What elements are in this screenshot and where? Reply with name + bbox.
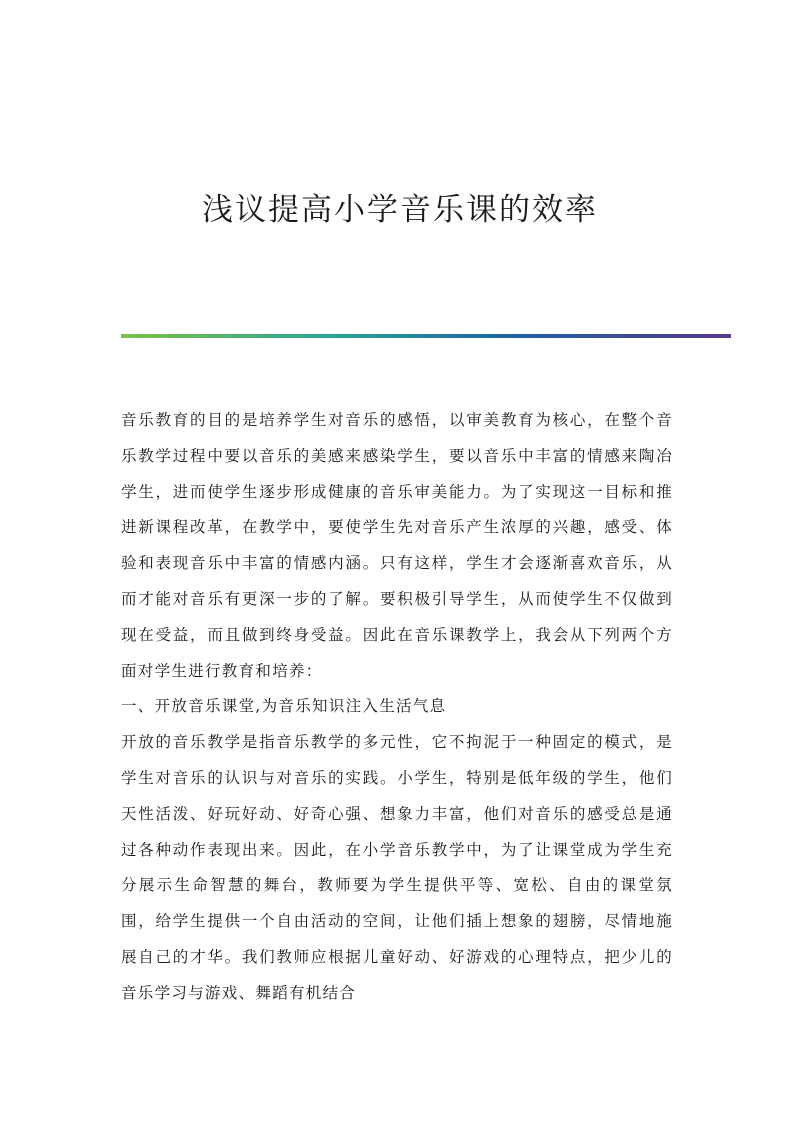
document-title: 浅议提高小学音乐课的效率	[202, 192, 598, 228]
section-heading-1: 一、开放音乐课堂,为音乐知识注入生活气息	[121, 697, 447, 716]
document-body	[121, 403, 673, 1012]
title-divider	[121, 334, 731, 338]
paragraph-section-1: 开放的音乐教学是指音乐教学的多元性，它不拘泥于一种固定的模式，是学生对音乐的认识与对音乐的实践。小学生，特别是低年级的学生，他们天性活泼、好玩好动、好奇心强、想象力丰富，他们对音乐的感受总是通过各种动作表现出来。因此，在小学音乐教学中，为了让课堂成为学生充分展示生命智慧的舞台，教师要为学生提供平等、宽松、自由的课堂氛围，给学生提供一个自由活动的空间，让他们插上想象的翅膀，尽情地施展自己的才华。我们教师应根据儿童好动、好游戏的心理特点，把少儿的音乐学习与游戏、舞蹈有机结合	[121, 733, 673, 1002]
paragraph-intro: 音乐教育的目的是培养学生对音乐的感悟，以审美教育为核心，在整个音乐教学过程中要以音乐的美感来感染学生，要以音乐中丰富的情感来陶冶学生，进而使学生逐步形成健康的音乐审美能力。为了实现这一目标和推进新课程改革，在教学中，要使学生先对音乐产生浓厚的兴趣，感受、体验和表现音乐中丰富的情感内涵。只有这样，学生才会逐渐喜欢音乐，从而才能对音乐有更深一步的了解。要积极引导学生，从而使学生不仅做到现在受益，而且做到终身受益。因此在音乐课教学上，我会从下列两个方面对学生进行教育和培养：	[121, 411, 673, 680]
